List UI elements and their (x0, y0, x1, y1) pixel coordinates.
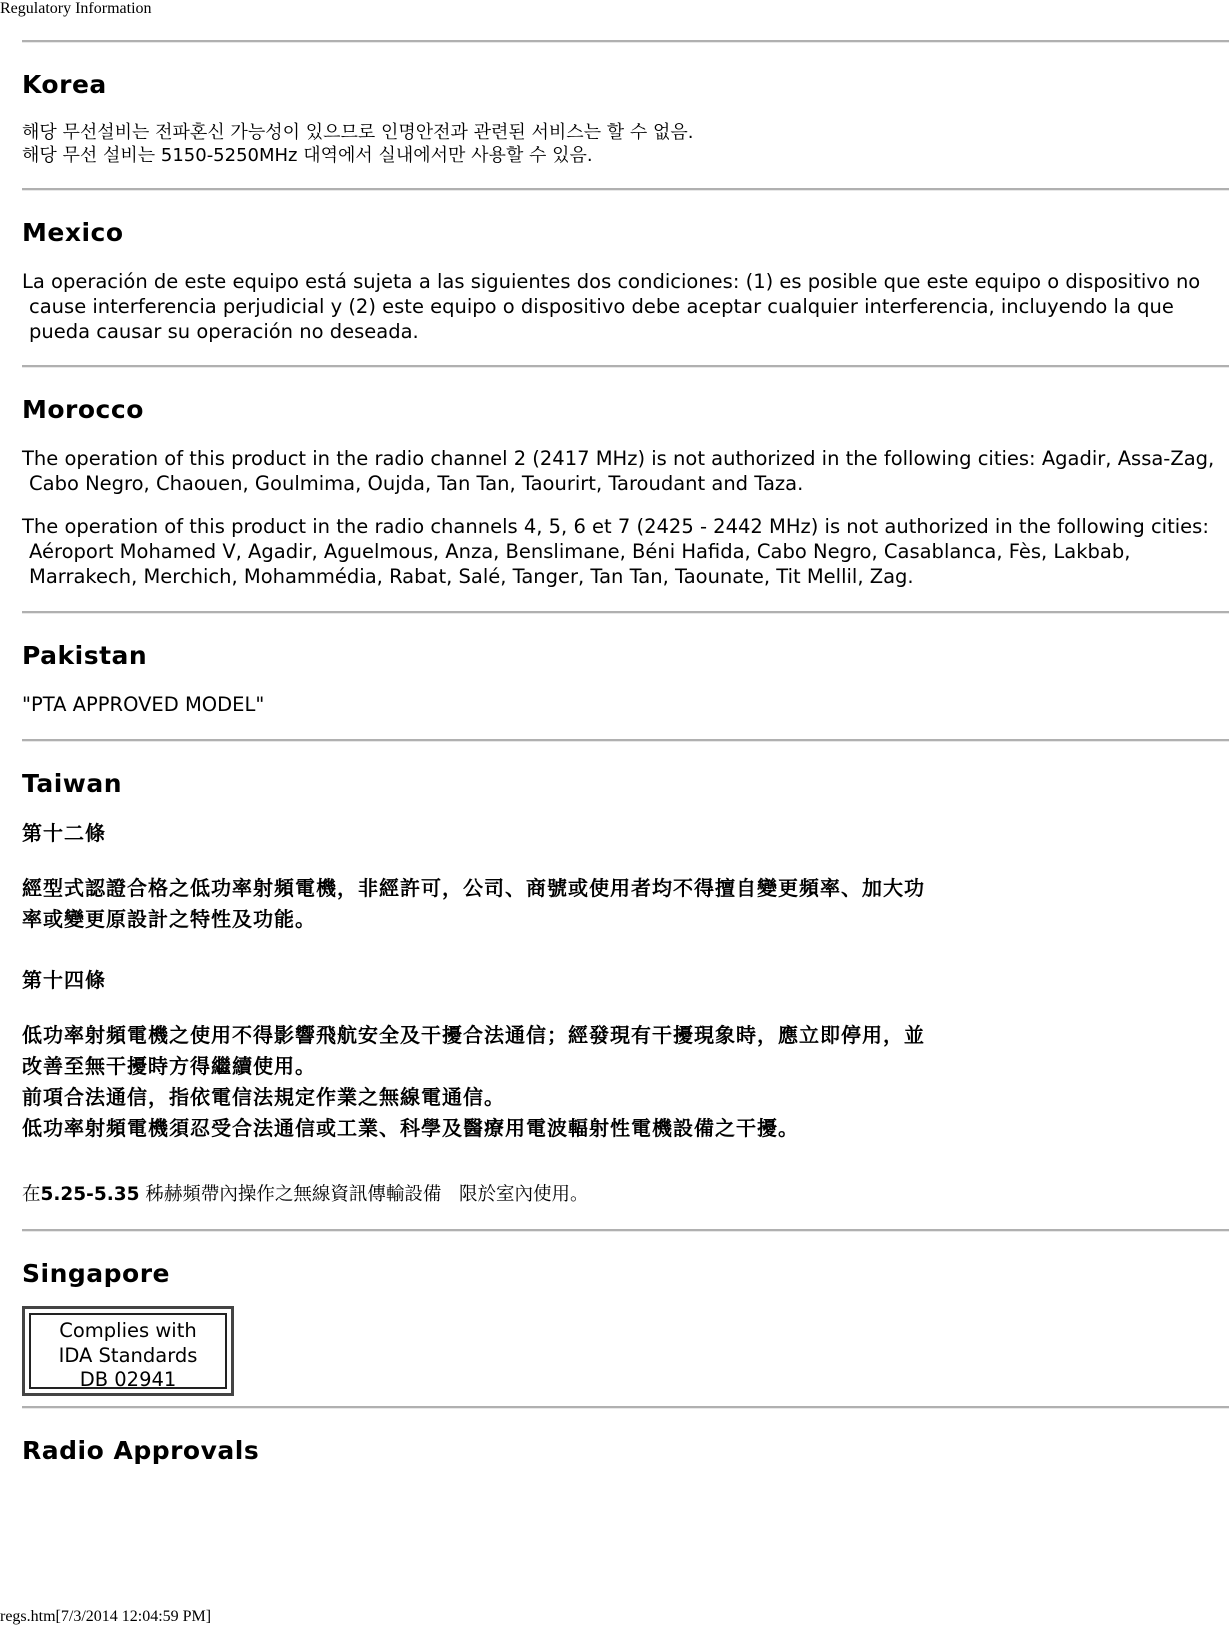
korea-line-1: 해당 무선설비는 전파혼신 가능성이 있으므로 인명안전과 관련된 서비스는 할 수 없음. (22, 122, 694, 143)
taiwan-article-14-line-3: 前項合法通信，指依電信法規定作業之無線電通信。 (22, 1085, 505, 1109)
taiwan-article-12-title: 第十二條 (22, 821, 106, 845)
ida-compliance-label (22, 1306, 234, 1396)
ida-label-line-2: IDA Standards (58, 1343, 198, 1367)
taiwan-article-14-line-1: 低功率射頻電機之使用不得影響飛航安全及干擾合法通信；經發現有干擾現象時，應立即停用，並 (22, 1023, 925, 1047)
korea-line-2: 해당 무선 설비는 5150-5250MHz 대역에서 실내에서만 사용할 수 있음. (22, 145, 593, 166)
ida-label-line-3: DB 02941 (79, 1368, 177, 1391)
korea-text (22, 121, 1229, 167)
taiwan-band-notice (22, 1182, 1229, 1207)
mexico-heading: Mexico (22, 218, 124, 247)
radio-approvals-heading: Radio Approvals (22, 1436, 260, 1465)
taiwan-article-14-title: 第十四條 (22, 968, 106, 992)
pakistan-heading: Pakistan (22, 641, 148, 670)
morocco-paragraph-1: The operation of this product in the radio channel 2 (2417 MHz) is not authorized in the following cities: Agadir, Assa-Zag, Cabo Negro, Chaouen, Goulmima, Oujda, Tan Tan, Taourirt, Taroudant and Taza. (22, 447, 1215, 495)
pakistan-text: "PTA APPROVED MODEL" (22, 693, 265, 716)
ida-compliance-label-inner (29, 1313, 227, 1389)
document-content (22, 40, 1229, 1465)
print-header: Regulatory Information (0, 0, 152, 17)
morocco-paragraph-2: The operation of this product in the radio channels 4, 5, 6 et 7 (2425 - 2442 MHz) is not authorized in the following cities: Aéroport Mohamed V, Agadir, Aguelmous, Anza, Benslimane, Béni Hafida, Cabo Negro, Casablanca, Fès, Lakbab, Marrakech, Merchich, Mohammédia, Rabat, Salé, Tanger, Tan Tan, Taounate, Tit Mellil, Zag. (22, 515, 1209, 588)
taiwan-regulation-image (22, 818, 1229, 1144)
mexico-paragraph: La operación de este equipo está sujeta a las siguientes dos condiciones: (1) es posible que este equipo o dispositivo no cause interferencia perjudicial y (2) este equipo o dispositivo debe aceptar cualquier interferencia, incluyendo la que pueda causar su operación no deseada. (22, 270, 1201, 343)
band-suffix: 秭赫頻帶內操作之無線資訊傳輸設備 限於室內使用。 (139, 1184, 589, 1205)
band-range: 5.25-5.35 (40, 1184, 140, 1205)
taiwan-heading: Taiwan (22, 769, 123, 798)
korea-heading: Korea (22, 70, 107, 99)
print-footer: regs.htm[7/3/2014 12:04:59 PM] (0, 1608, 212, 1625)
band-prefix: 在 (22, 1184, 41, 1205)
singapore-heading: Singapore (22, 1259, 170, 1288)
taiwan-article-12-line-2: 率或變更原設計之特性及功能。 (22, 907, 316, 931)
taiwan-article-14-line-2: 改善至無干擾時方得繼續使用。 (22, 1054, 316, 1078)
taiwan-article-14-line-4: 低功率射頻電機須忍受合法通信或工業、科學及醫療用電波輻射性電機設備之干擾。 (22, 1116, 799, 1140)
taiwan-article-12-line-1: 經型式認證合格之低功率射頻電機，非經許可，公司、商號或使用者均不得擅自變更頻率、加大功 (22, 876, 925, 900)
ida-label-line-1: Complies with (59, 1319, 197, 1342)
morocco-heading: Morocco (22, 395, 144, 424)
